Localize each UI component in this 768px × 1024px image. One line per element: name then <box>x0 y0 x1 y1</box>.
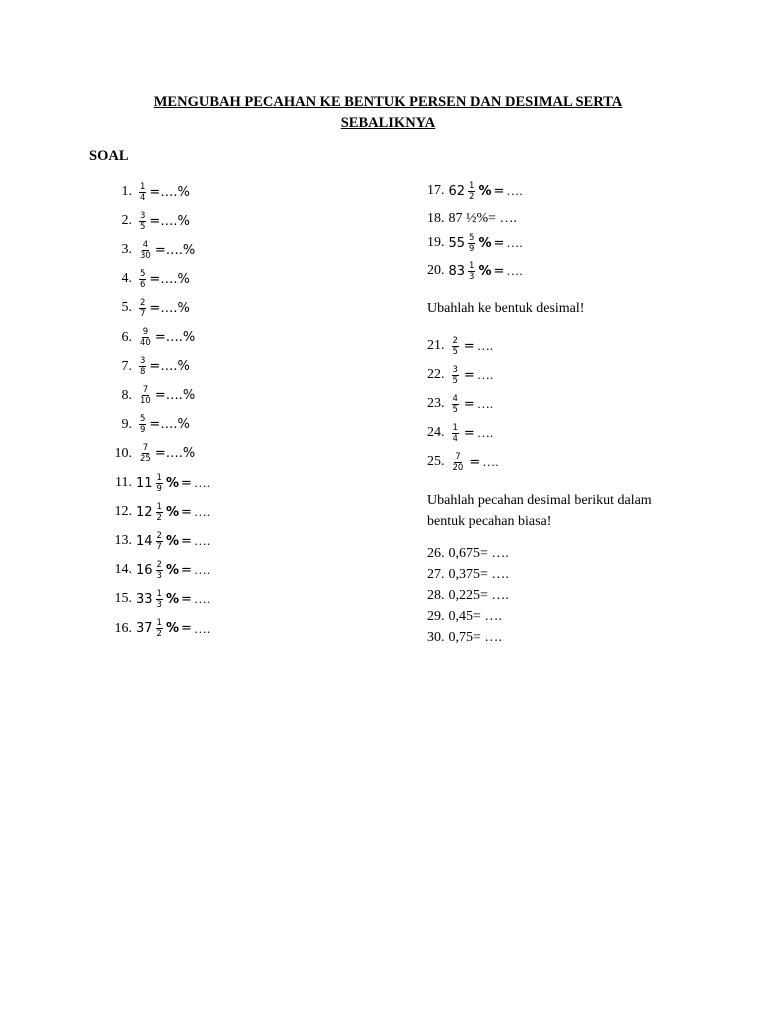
equals-sign: = <box>463 367 475 383</box>
numerator: 4 <box>142 239 149 250</box>
fraction <box>452 423 459 444</box>
percent-sign: % <box>478 235 492 251</box>
equals-sign: = <box>181 562 192 578</box>
numerator: 4 <box>452 393 458 404</box>
equals-sign: = <box>181 591 192 607</box>
numerator: 7 <box>455 451 461 462</box>
whole-number: 55 <box>448 235 466 251</box>
question-item <box>427 257 523 285</box>
question-item <box>427 419 493 447</box>
whole-number: 37 <box>136 621 153 636</box>
question-number: 16. <box>114 620 132 636</box>
numerator: 7 <box>142 385 149 396</box>
denominator: 8 <box>140 367 146 378</box>
question-number: 3. <box>121 242 132 258</box>
whole-number: 14 <box>136 533 153 549</box>
question-number: 26. <box>427 546 445 561</box>
answer-blank: …. <box>193 533 211 549</box>
question-item <box>100 265 190 293</box>
question-number: 9. <box>121 416 132 432</box>
percent-sign: % <box>165 533 179 549</box>
question-number: 14. <box>114 562 132 578</box>
whole-number: 11 <box>136 475 153 491</box>
fraction <box>139 182 146 203</box>
answer-blank: …. <box>476 425 494 440</box>
denominator: 2 <box>156 512 162 523</box>
instruction-fraction-line-1: Ubahlah pecahan desimal berikut dalam <box>427 493 652 508</box>
denominator: 3 <box>469 271 475 282</box>
answer-blank: …. <box>506 235 523 250</box>
question-number: 15. <box>114 591 132 607</box>
denominator: 5 <box>140 221 146 232</box>
answer-blank: …. <box>506 263 523 278</box>
numerator: 5 <box>140 414 146 425</box>
numerator: 1 <box>156 501 162 512</box>
fraction <box>468 261 475 282</box>
fraction <box>468 233 475 254</box>
denominator: 9 <box>469 243 475 254</box>
question-item <box>100 411 190 439</box>
question-number: 18. <box>427 211 445 226</box>
numerator: 1 <box>469 180 475 191</box>
question-expression: 0,225= …. <box>448 588 509 603</box>
question-number: 8. <box>121 387 132 403</box>
numerator: 5 <box>140 268 146 279</box>
answer-blank: =….% <box>154 446 196 462</box>
answer-blank: =….% <box>149 359 190 375</box>
numerator: 9 <box>142 327 149 337</box>
answer-blank: …. <box>476 367 494 382</box>
question-item <box>100 294 190 322</box>
question-expression: 0,375= …. <box>448 567 509 582</box>
question-item <box>100 324 195 352</box>
denominator: 5 <box>452 404 458 415</box>
answer-blank: …. <box>482 454 499 469</box>
fraction <box>452 336 459 357</box>
denominator: 25 <box>140 454 151 465</box>
question-number: 12. <box>114 504 132 520</box>
answer-blank: =….% <box>149 300 190 316</box>
answer-blank: =….% <box>149 213 190 229</box>
question-item <box>100 615 210 643</box>
percent-sign: % <box>165 591 179 607</box>
fraction <box>468 181 475 202</box>
question-number: 7. <box>121 358 132 374</box>
question-number: 21. <box>427 338 445 353</box>
fraction <box>139 327 152 348</box>
fraction <box>156 531 163 552</box>
question-item <box>100 178 190 206</box>
percent-sign: % <box>165 562 179 578</box>
answer-blank: …. <box>506 183 523 198</box>
fraction <box>139 269 146 290</box>
numerator: 2 <box>156 559 162 570</box>
fraction <box>139 356 146 377</box>
fraction <box>139 211 146 232</box>
question-number: 10. <box>114 445 132 461</box>
whole-number: 16 <box>136 562 153 578</box>
numerator: 1 <box>156 618 162 628</box>
answer-blank: =….% <box>154 242 196 258</box>
answer-blank: …. <box>476 396 494 411</box>
fraction <box>452 452 465 473</box>
equals-sign: = <box>181 533 192 549</box>
fraction <box>156 618 163 639</box>
question-item <box>100 236 195 264</box>
question-number: 22. <box>427 367 445 382</box>
denominator: 2 <box>469 191 475 202</box>
percent-sign: % <box>165 475 179 491</box>
question-item <box>100 585 210 613</box>
question-item <box>427 361 493 389</box>
fraction <box>452 394 459 415</box>
question-number: 2. <box>121 213 132 229</box>
question-item <box>100 440 195 468</box>
fraction <box>139 414 146 435</box>
question-expression: 0,75= …. <box>448 630 502 645</box>
numerator: 3 <box>452 364 458 375</box>
denominator: 4 <box>140 192 146 203</box>
denominator: 6 <box>140 279 146 290</box>
instruction-fraction <box>427 490 652 532</box>
question-item <box>100 556 210 584</box>
percent-sign: % <box>478 183 492 199</box>
instruction-fraction-line-2: bentuk pecahan biasa! <box>427 514 552 529</box>
fraction <box>156 589 163 610</box>
question-item <box>427 229 523 257</box>
question-item <box>427 177 523 205</box>
answer-blank: …. <box>193 504 211 520</box>
numerator: 3 <box>140 356 146 367</box>
whole-number: 62 <box>448 183 466 199</box>
numerator: 2 <box>140 297 146 308</box>
equals-sign: = <box>463 425 475 441</box>
whole-number: 12 <box>136 504 153 520</box>
answer-blank: …. <box>476 338 494 353</box>
question-number: 11. <box>115 475 132 490</box>
equals-sign: = <box>493 183 505 199</box>
question-item <box>100 469 210 497</box>
question-item <box>100 498 210 526</box>
title-line-2: SEBALIKNYA <box>340 115 436 131</box>
page-title <box>80 92 696 134</box>
question-item <box>100 527 210 555</box>
question-number: 29. <box>427 609 445 624</box>
numerator: 2 <box>156 530 162 541</box>
answer-blank: …. <box>193 562 211 578</box>
numerator: 5 <box>469 232 475 243</box>
answer-blank: …. <box>193 475 211 490</box>
equals-sign: = <box>469 454 481 470</box>
question-number: 17. <box>427 183 445 198</box>
denominator: 9 <box>140 425 146 436</box>
question-number: 30. <box>427 630 445 645</box>
question-number: 1. <box>121 184 132 199</box>
denominator: 2 <box>156 629 162 639</box>
question-item <box>427 390 493 418</box>
denominator: 3 <box>156 599 162 610</box>
numerator: 7 <box>142 443 149 454</box>
fraction <box>139 298 146 319</box>
question-number: 5. <box>121 300 132 316</box>
fraction <box>156 560 163 581</box>
question-expression: 0,45= …. <box>448 609 502 624</box>
numerator: 1 <box>156 472 162 483</box>
answer-blank: =….% <box>154 330 196 345</box>
numerator: 1 <box>140 181 146 192</box>
question-number: 25. <box>427 454 445 469</box>
fraction <box>139 443 152 464</box>
question-number: 13. <box>114 533 132 549</box>
fraction <box>156 502 163 523</box>
instruction-decimal: Ubahlah ke bentuk desimal! <box>427 301 585 316</box>
question-expression: 87 ½%= …. <box>448 211 518 226</box>
answer-blank: =….% <box>149 417 190 433</box>
denominator: 3 <box>156 570 162 581</box>
question-item <box>427 332 493 360</box>
denominator: 20 <box>452 462 464 473</box>
equals-sign: = <box>463 396 475 412</box>
fraction <box>156 473 163 494</box>
question-number: 27. <box>427 567 445 582</box>
equals-sign: = <box>493 235 505 251</box>
percent-sign: % <box>165 621 179 636</box>
numerator: 1 <box>452 422 458 433</box>
equals-sign: = <box>181 504 192 520</box>
question-number: 24. <box>427 425 445 440</box>
soal-heading: SOAL <box>89 148 129 164</box>
question-number: 23. <box>427 396 445 411</box>
equals-sign: = <box>181 621 192 636</box>
percent-sign: % <box>478 263 492 279</box>
question-expression: 0,675= …. <box>448 546 509 561</box>
numerator: 1 <box>156 588 162 599</box>
numerator: 2 <box>452 335 458 346</box>
fraction <box>139 385 152 406</box>
whole-number: 33 <box>136 591 153 607</box>
question-item <box>100 382 195 410</box>
fraction <box>452 365 459 386</box>
numerator: 3 <box>140 210 146 221</box>
answer-blank: =….% <box>149 184 190 200</box>
denominator: 7 <box>140 308 146 319</box>
question-number: 28. <box>427 588 445 603</box>
question-number: 19. <box>427 235 445 250</box>
denominator: 30 <box>140 250 151 261</box>
answer-blank: …. <box>193 591 211 607</box>
whole-number: 83 <box>448 263 466 279</box>
question-item <box>100 207 190 235</box>
denominator: 10 <box>140 396 151 407</box>
question-item <box>427 624 502 652</box>
denominator: 4 <box>452 433 458 444</box>
answer-blank: …. <box>193 620 211 636</box>
denominator: 5 <box>452 346 458 357</box>
question-item <box>100 353 190 381</box>
answer-blank: =….% <box>154 388 196 404</box>
question-number: 4. <box>121 271 132 287</box>
equals-sign: = <box>493 263 505 279</box>
equals-sign: = <box>463 338 475 354</box>
question-item <box>427 448 498 476</box>
question-number: 6. <box>121 329 132 345</box>
denominator: 9 <box>156 483 162 494</box>
percent-sign: % <box>165 504 179 520</box>
title-line-1: MENGUBAH PECAHAN KE BENTUK PERSEN DAN DESIMAL SERTA <box>153 94 623 110</box>
numerator: 1 <box>469 260 475 271</box>
answer-blank: =….% <box>149 271 190 287</box>
equals-sign: = <box>181 475 192 491</box>
denominator: 5 <box>452 375 458 386</box>
fraction <box>139 240 152 261</box>
denominator: 40 <box>140 338 151 348</box>
denominator: 7 <box>156 541 162 552</box>
question-number: 20. <box>427 263 445 278</box>
